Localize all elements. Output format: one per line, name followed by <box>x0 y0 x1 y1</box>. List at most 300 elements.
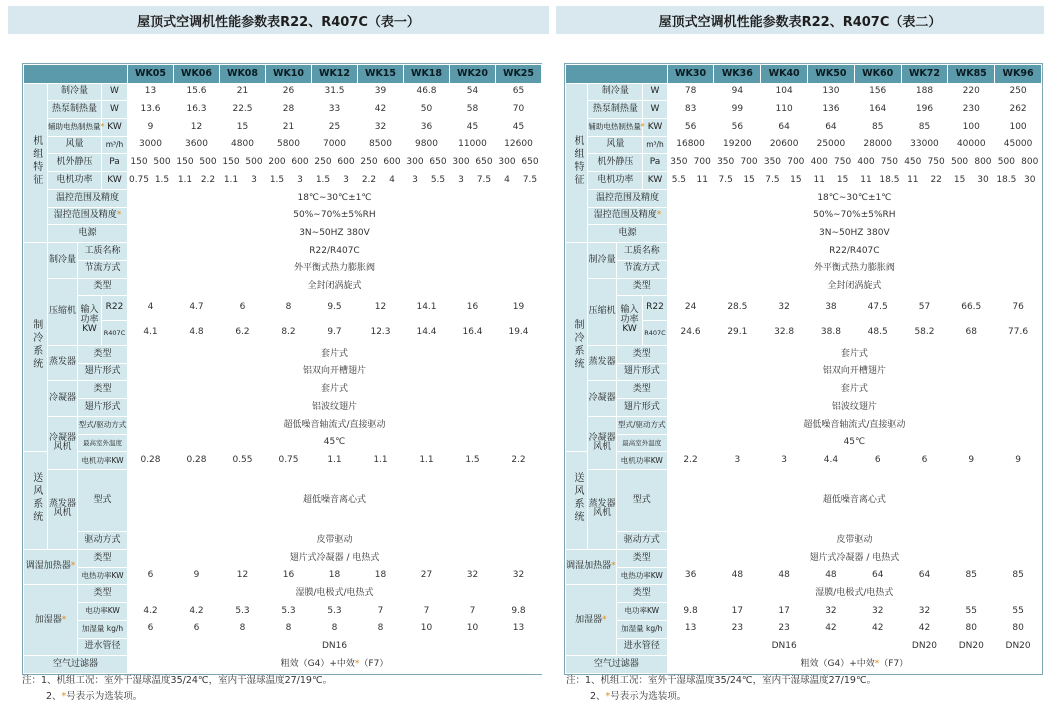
value-cell: 9.5 <box>312 296 358 321</box>
value-cell: 54 <box>450 83 496 101</box>
value-cell: 50%∼70%±5%RH <box>128 207 542 225</box>
row-label: 热泵制热量 <box>588 101 643 119</box>
row-filter <box>24 656 542 674</box>
value-cell: 38 <box>808 296 855 321</box>
value-cell: 76 <box>995 296 1042 321</box>
row-label: 电机功率KW <box>616 452 667 470</box>
value-cell: 铝波纹翅片 <box>667 399 1041 417</box>
row-label: 类型 <box>616 345 667 363</box>
row-label: 风量 <box>48 136 102 154</box>
value-cell: 700 <box>691 154 714 172</box>
unit-cell: Pa <box>102 154 128 172</box>
value-cell: 15.6 <box>174 83 220 101</box>
model-header: WK72 <box>901 65 948 84</box>
value-cell: 85 <box>901 119 948 137</box>
value-cell: 250 <box>312 154 335 172</box>
value-cell: 26 <box>266 83 312 101</box>
row-cfan-power <box>566 452 1042 470</box>
value-cell: 18℃∼30℃±1℃ <box>128 189 542 207</box>
unit-cell: R22 <box>102 296 128 321</box>
row-humid <box>566 207 1042 225</box>
row-temp <box>24 189 542 207</box>
value-cell: 27 <box>404 567 450 585</box>
value-cell: 2.2 <box>496 452 542 470</box>
value-cell: 9 <box>174 567 220 585</box>
row-cond-fin <box>24 399 542 417</box>
row-filter <box>566 656 1042 674</box>
row-cooling <box>566 83 1042 101</box>
group-label: 压缩机 <box>588 278 616 345</box>
value-cell: 1.5 <box>312 172 335 190</box>
value-cell: 15 <box>784 172 807 190</box>
value-cell: 20600 <box>761 136 808 154</box>
row-label: 翅片形式 <box>616 363 667 381</box>
value-cell: 48.5 <box>854 321 901 346</box>
value-cell: 300 <box>404 154 427 172</box>
value-cell: 0.55 <box>220 452 266 470</box>
unit-cell: W <box>643 101 667 119</box>
row-label: 驱动方式 <box>78 532 128 550</box>
value-cell: 80 <box>948 620 995 638</box>
row-label: 翅片形式 <box>616 399 667 417</box>
row-inlet <box>566 638 1042 656</box>
unit-cell: KW <box>643 172 667 190</box>
row-label: 型式/驱动方式 <box>616 416 667 434</box>
section-fan: 送风系统 <box>24 452 48 550</box>
value-cell: 56 <box>667 119 714 137</box>
row-label: 节流方式 <box>616 260 667 278</box>
row-hum-power <box>566 603 1042 621</box>
value-cell: 3N∼50HZ 380V <box>128 225 542 243</box>
value-cell: 39 <box>358 83 404 101</box>
value-cell: 55 <box>948 603 995 621</box>
model-header: WK36 <box>714 65 761 84</box>
value-cell: 30 <box>1018 172 1041 190</box>
model-header: WK50 <box>808 65 855 84</box>
row-label: 节流方式 <box>78 260 128 278</box>
value-cell: 19200 <box>714 136 761 154</box>
value-cell: 5.5 <box>667 172 690 190</box>
value-cell: 48 <box>808 567 855 585</box>
value-cell: 16 <box>450 296 496 321</box>
value-cell: 套片式 <box>128 381 542 399</box>
value-cell: 5.3 <box>220 603 266 621</box>
value-cell: 64 <box>854 567 901 585</box>
value-cell: 11 <box>691 172 714 190</box>
value-cell: 18 <box>312 567 358 585</box>
row-efan-drive <box>24 532 542 550</box>
model-header: WK40 <box>761 65 808 84</box>
value-cell: 7 <box>404 603 450 621</box>
value-cell: 24.6 <box>667 321 714 346</box>
row-heatpump <box>566 101 1042 119</box>
row-cond-type <box>566 381 1042 399</box>
row-label: 温控范围及精度 <box>588 189 667 207</box>
value-cell: 28.5 <box>714 296 761 321</box>
value-cell: 7.5 <box>473 172 496 190</box>
value-cell: 铝双向开槽翅片 <box>128 363 542 381</box>
row-label: 电源 <box>588 225 667 243</box>
unit-cell: m³/h <box>102 136 128 154</box>
value-cell: 42 <box>854 620 901 638</box>
value-cell: 46.8 <box>404 83 450 101</box>
value-cell: 350 <box>761 154 784 172</box>
row-label: 类型 <box>78 345 128 363</box>
row-heatpump <box>24 101 542 119</box>
unit-cell: Pa <box>643 154 667 172</box>
row-label: 类型 <box>616 585 667 603</box>
section-unit: 机组特征 <box>566 83 588 242</box>
row-label: 风量 <box>588 136 643 154</box>
value-cell: 400 <box>808 154 831 172</box>
value-cell: 0.75 <box>128 172 151 190</box>
row-label: 湿控范围及精度* <box>48 207 128 225</box>
value-cell: 500 <box>995 154 1018 172</box>
row-label: 最高室外温度 <box>78 434 128 452</box>
value-cell: 9800 <box>404 136 450 154</box>
value-cell: 3 <box>335 172 358 190</box>
value-cell: 58 <box>450 101 496 119</box>
value-cell: 19 <box>496 296 542 321</box>
header-row <box>24 65 542 84</box>
value-cell: 500 <box>197 154 220 172</box>
section-fan: 送风系统 <box>566 452 588 550</box>
value-cell: 超低噪音轴流式/直接驱动 <box>667 416 1041 434</box>
value-cell: 32 <box>901 603 948 621</box>
value-cell: 1.1 <box>358 452 404 470</box>
value-cell: 3 <box>289 172 312 190</box>
unit-cell: KW <box>643 119 667 137</box>
model-header: WK12 <box>312 65 358 84</box>
value-cell: 超低噪音轴流式/直接驱动 <box>128 416 542 434</box>
value-cell: 18℃∼30℃±1℃ <box>667 189 1041 207</box>
value-cell: 200 <box>266 154 289 172</box>
value-cell: 3 <box>761 452 808 470</box>
value-cell: 57 <box>901 296 948 321</box>
value-cell: 2.2 <box>358 172 381 190</box>
table-2-title: 屋顶式空调机性能参数表R22、R407C（表二） <box>556 6 1044 34</box>
value-cell: 25000 <box>808 136 855 154</box>
value-cell: 7.5 <box>519 172 542 190</box>
value-cell: 6.2 <box>220 321 266 346</box>
value-cell: 全封闭涡旋式 <box>667 278 1041 296</box>
value-cell: 600 <box>381 154 404 172</box>
row-throttle <box>566 260 1042 278</box>
value-cell: 32 <box>496 567 542 585</box>
value-cell: 4 <box>128 296 174 321</box>
row-reheat-type <box>24 549 542 567</box>
value-cell: 21 <box>220 83 266 101</box>
value-cell: 湿膜/电极式/电热式 <box>128 585 542 603</box>
value-cell: 48 <box>761 567 808 585</box>
value-cell: 套片式 <box>128 345 542 363</box>
row-cond-type <box>24 381 542 399</box>
value-cell: 4.7 <box>174 296 220 321</box>
group-label: 加湿器* <box>566 585 617 656</box>
value-cell: 45 <box>450 119 496 137</box>
row-hum-power <box>24 603 542 621</box>
value-cell: 500 <box>243 154 266 172</box>
unit-cell: m³/h <box>643 136 667 154</box>
value-cell: 3 <box>404 172 427 190</box>
row-evap-type <box>566 345 1042 363</box>
value-cell: 250 <box>995 83 1042 101</box>
row-aux <box>24 119 542 137</box>
value-cell: 13.6 <box>128 101 174 119</box>
row-reheat-type <box>566 549 1042 567</box>
row-cfan-type <box>566 416 1042 434</box>
value-cell: 36 <box>404 119 450 137</box>
value-cell: 8 <box>220 620 266 638</box>
notes-left <box>22 673 332 705</box>
row-label: 输入功率KW <box>616 296 642 346</box>
model-header: WK08 <box>220 65 266 84</box>
value-cell: 6 <box>128 620 174 638</box>
value-cell: 66.5 <box>948 296 995 321</box>
row-static <box>566 154 1042 172</box>
value-cell: 12.3 <box>358 321 404 346</box>
value-cell: 150 <box>128 154 151 172</box>
value-cell: 12 <box>174 119 220 137</box>
value-cell: 25 <box>312 119 358 137</box>
row-label: 加湿量 kg/h <box>616 620 667 638</box>
value-cell: 粗效（G4）+中效*（F7） <box>128 656 542 674</box>
row-hum-amount <box>24 620 542 638</box>
value-cell: 85 <box>948 567 995 585</box>
value-cell: 28 <box>266 101 312 119</box>
value-cell: 450 <box>901 154 924 172</box>
value-cell: 3 <box>450 172 473 190</box>
group-label: 冷凝器 <box>588 381 616 416</box>
value-cell: 8 <box>266 296 312 321</box>
value-cell: 36 <box>667 567 714 585</box>
value-cell: 13 <box>667 620 714 638</box>
value-cell: R22/R407C <box>667 243 1041 261</box>
value-cell: 16.4 <box>450 321 496 346</box>
group-label: 制冷量 <box>48 243 78 278</box>
value-cell: 64 <box>761 119 808 137</box>
row-motor <box>24 172 542 190</box>
value-cell: 3000 <box>128 136 174 154</box>
value-cell: 45000 <box>995 136 1042 154</box>
value-cell: 1.1 <box>312 452 358 470</box>
value-cell: 136 <box>808 101 855 119</box>
value-cell: 83 <box>667 101 714 119</box>
row-reheat-power <box>24 567 542 585</box>
value-cell: 1.5 <box>450 452 496 470</box>
value-cell: 翅片式冷凝器 / 电热式 <box>128 549 542 567</box>
value-cell: 11 <box>854 172 877 190</box>
model-header: WK10 <box>266 65 312 84</box>
value-cell: 皮带驱动 <box>667 532 1041 550</box>
value-cell: 22 <box>924 172 947 190</box>
value-cell: 4.4 <box>808 452 855 470</box>
value-cell: 164 <box>854 101 901 119</box>
value-cell: 650 <box>473 154 496 172</box>
value-cell: 5.3 <box>266 603 312 621</box>
model-header: WK60 <box>854 65 901 84</box>
row-label: 进水管径 <box>78 638 128 656</box>
row-comp-type <box>24 278 542 296</box>
value-cell: 湿膜/电极式/电热式 <box>667 585 1041 603</box>
value-cell: 外平衡式热力膨胀阀 <box>667 260 1041 278</box>
model-header: WK30 <box>667 65 714 84</box>
value-cell: 230 <box>948 101 995 119</box>
value-cell: 80 <box>995 620 1042 638</box>
value-cell: 650 <box>519 154 542 172</box>
row-label: 输入功率KW <box>78 296 102 346</box>
value-cell: 16800 <box>667 136 714 154</box>
value-cell: 45℃ <box>667 434 1041 452</box>
value-cell: 19.4 <box>496 321 542 346</box>
row-power <box>566 225 1042 243</box>
value-cell: 650 <box>427 154 450 172</box>
row-hum-type <box>24 585 542 603</box>
group-label: 调湿加热器* <box>24 549 78 584</box>
note-line-2: 2、*号表示为选装项。 <box>590 691 687 702</box>
model-header: WK05 <box>128 65 174 84</box>
row-airflow <box>566 136 1042 154</box>
row-label: 温控范围及精度 <box>48 189 128 207</box>
value-cell: 68 <box>948 321 995 346</box>
row-evap-type <box>24 345 542 363</box>
value-cell: 21 <box>266 119 312 137</box>
value-cell: 15 <box>831 172 854 190</box>
value-cell: 7.5 <box>714 172 737 190</box>
value-cell: 400 <box>854 154 877 172</box>
unit-cell: R22 <box>643 296 667 321</box>
note-line-1: 注：1、机组工况：室外干湿球温度35/24℃，室内干湿球温度27/19℃。 <box>566 675 877 686</box>
row-hum-amount <box>566 620 1042 638</box>
value-cell: 250 <box>358 154 381 172</box>
value-cell: 23 <box>714 620 761 638</box>
model-header: WK15 <box>358 65 404 84</box>
value-cell: 15 <box>737 172 760 190</box>
section-refrig: 制冷系统 <box>566 243 588 452</box>
group-label: 加湿器* <box>24 585 78 656</box>
value-cell: 15 <box>948 172 971 190</box>
value-cell: 42 <box>358 101 404 119</box>
row-cfan-maxtemp <box>566 434 1042 452</box>
value-cell: 33 <box>312 101 358 119</box>
value-cell: 12 <box>220 567 266 585</box>
model-header: WK25 <box>496 65 542 84</box>
value-cell: 套片式 <box>667 345 1041 363</box>
row-label: 空气过滤器 <box>24 656 128 674</box>
value-cell: 超低噪音离心式 <box>128 470 542 532</box>
value-cell: 188 <box>901 83 948 101</box>
row-label: 电机功率 <box>588 172 643 190</box>
value-cell: 1.1 <box>174 172 197 190</box>
section-unit: 机组特征 <box>24 83 48 242</box>
row-input-r22 <box>24 296 542 321</box>
unit-cell: W <box>102 83 128 101</box>
row-label: 空气过滤器 <box>566 656 668 674</box>
value-cell: 18.5 <box>995 172 1018 190</box>
value-cell: 13 <box>496 620 542 638</box>
value-cell: 45℃ <box>128 434 542 452</box>
row-motor <box>566 172 1042 190</box>
value-cell: 17 <box>714 603 761 621</box>
value-cell: 10 <box>404 620 450 638</box>
value-cell: 32 <box>450 567 496 585</box>
value-cell: 100 <box>948 119 995 137</box>
row-input-r407 <box>24 321 542 346</box>
value-cell: 8.2 <box>266 321 312 346</box>
row-label: 湿控范围及精度* <box>588 207 667 225</box>
value-cell: 32 <box>761 296 808 321</box>
value-cell: 85 <box>854 119 901 137</box>
row-label: 电机功率KW <box>78 452 128 470</box>
value-cell: 7000 <box>312 136 358 154</box>
value-cell: 600 <box>335 154 358 172</box>
row-efan-drive <box>566 532 1042 550</box>
value-cell: 50%∼70%±5%RH <box>667 207 1041 225</box>
table-2 <box>564 63 1043 675</box>
value-cell: 94 <box>714 83 761 101</box>
value-cell: 800 <box>971 154 994 172</box>
value-cell: 700 <box>737 154 760 172</box>
value-cell: 800 <box>1018 154 1041 172</box>
value-cell: 350 <box>714 154 737 172</box>
group-label: 压缩机 <box>48 278 78 345</box>
notes-right <box>566 673 876 705</box>
value-cell: DN20 <box>948 638 995 656</box>
value-cell: 42 <box>808 620 855 638</box>
value-cell: 10 <box>450 620 496 638</box>
value-cell: 85 <box>995 567 1042 585</box>
value-cell: 33000 <box>901 136 948 154</box>
value-cell: 套片式 <box>667 381 1041 399</box>
value-cell: 4.8 <box>174 321 220 346</box>
value-cell: 32 <box>808 603 855 621</box>
value-cell: 65 <box>496 83 542 101</box>
row-label: 翅片形式 <box>78 399 128 417</box>
row-label: 机外静压 <box>48 154 102 172</box>
value-cell: 262 <box>995 101 1042 119</box>
value-cell: 18.5 <box>878 172 901 190</box>
value-cell: 4.1 <box>128 321 174 346</box>
row-label: 类型 <box>78 278 128 296</box>
value-cell: 24 <box>667 296 714 321</box>
value-cell: 外平衡式热力膨胀阀 <box>128 260 542 278</box>
value-cell: 皮带驱动 <box>128 532 542 550</box>
value-cell: 47.5 <box>854 296 901 321</box>
note-line-1: 注：1、机组工况：室外干湿球温度35/24℃，室内干湿球温度27/19℃。 <box>22 675 333 686</box>
value-cell: 9 <box>948 452 995 470</box>
row-cooling <box>24 83 542 101</box>
value-cell: 32 <box>358 119 404 137</box>
value-cell: 500 <box>948 154 971 172</box>
group-label: 蒸发器 <box>48 345 78 380</box>
value-cell: 45 <box>496 119 542 137</box>
group-label: 蒸发器风机 <box>588 470 616 550</box>
value-cell: 0.75 <box>266 452 312 470</box>
value-cell: 3 <box>243 172 266 190</box>
row-humid <box>24 207 542 225</box>
value-cell: 9.8 <box>496 603 542 621</box>
value-cell: DN20 <box>901 638 948 656</box>
value-cell: 1.5 <box>266 172 289 190</box>
row-label: 电功率KW <box>616 603 667 621</box>
value-cell: 6 <box>854 452 901 470</box>
value-cell: 30 <box>971 172 994 190</box>
value-cell: 9 <box>128 119 174 137</box>
row-efan-type <box>566 470 1042 532</box>
value-cell: 150 <box>174 154 197 172</box>
value-cell: 1.5 <box>151 172 174 190</box>
value-cell: 7 <box>450 603 496 621</box>
